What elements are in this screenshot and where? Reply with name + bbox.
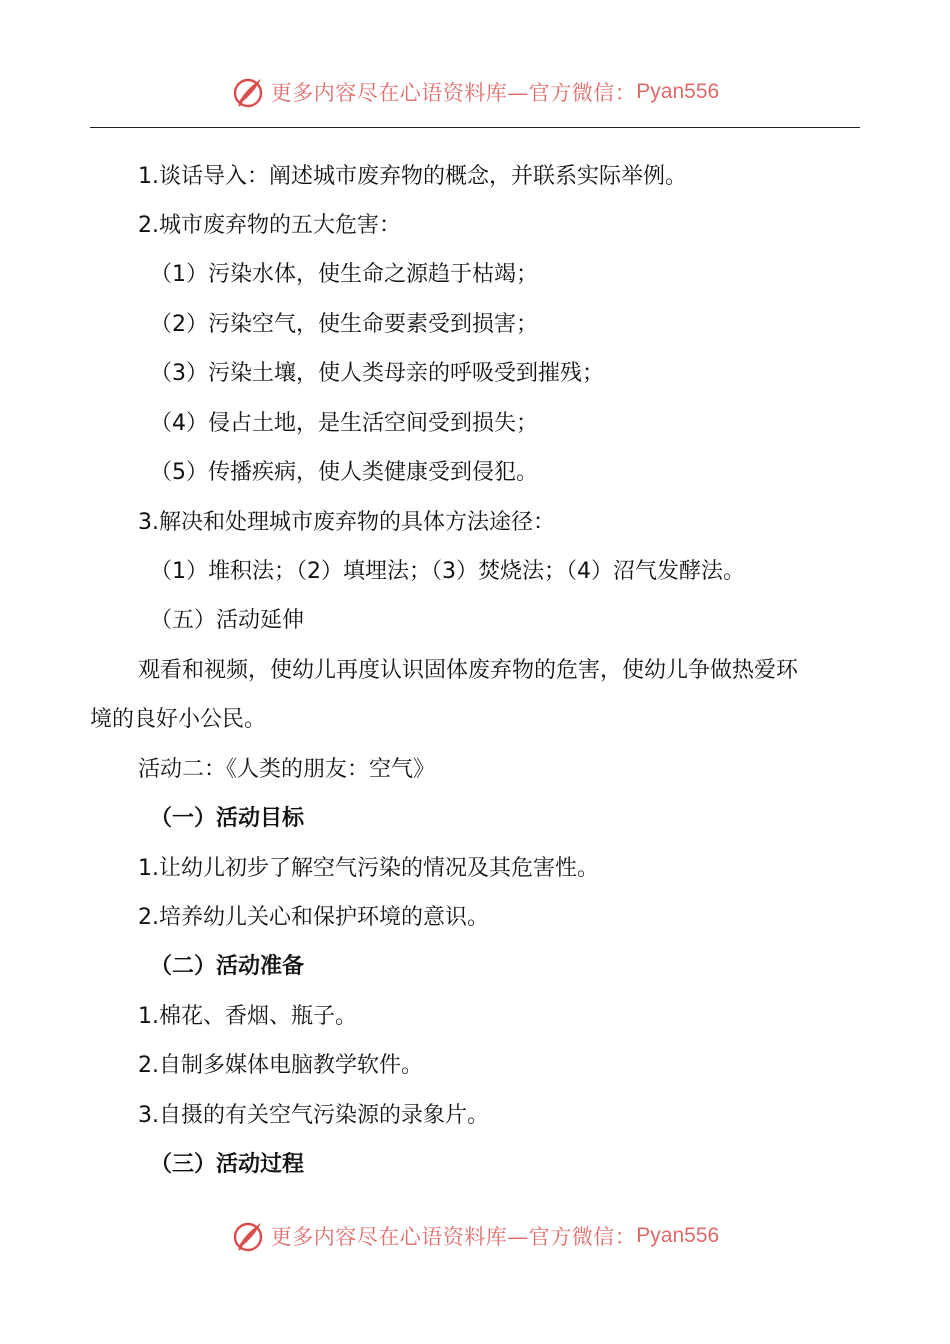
activity-title: 活动二：《人类的朋友：空气》 xyxy=(138,757,436,782)
footer-watermark-text: 更多内容尽在心语资料库—官方微信： xyxy=(270,1225,637,1249)
section-heading: （五）活动延伸 xyxy=(150,608,305,633)
header-divider xyxy=(90,127,860,128)
list-item: （4）侵占土地，是生活空间受到损失； xyxy=(150,411,538,436)
list-item: （1）堆积法；（2）填埋法；（3）焚烧法；（4）沼气发酵法。 xyxy=(150,559,745,584)
footer-banner xyxy=(0,1216,950,1256)
header-banner xyxy=(0,72,950,112)
text-line: 1.让幼儿初步了解空气污染的情况及其危害性。 xyxy=(138,856,599,881)
text-line: 3.解决和处理城市废弃物的具体方法途径： xyxy=(138,510,555,535)
quill-pen-logo-icon xyxy=(231,1219,265,1253)
text-line: 1.棉花、香烟、瓶子。 xyxy=(138,1004,357,1029)
section-heading: （二）活动准备 xyxy=(150,954,305,979)
quill-pen-logo-icon xyxy=(231,75,265,109)
list-item: （3）污染土壤，使人类母亲的呼吸受到摧残； xyxy=(150,361,604,386)
text-line: 2.培养幼儿关心和保护环境的意识。 xyxy=(138,905,489,930)
section-heading: （一）活动目标 xyxy=(150,806,305,831)
section-heading: （三）活动过程 xyxy=(150,1152,305,1177)
text-line: 2.自制多媒体电脑教学软件。 xyxy=(138,1053,423,1078)
text-line: 2.城市废弃物的五大危害： xyxy=(138,213,401,238)
list-item: （1）污染水体，使生命之源趋于枯竭； xyxy=(150,262,538,287)
text-line: 3.自摄的有关空气污染源的录象片。 xyxy=(138,1103,489,1128)
paragraph-line: 观看和视频，使幼儿再度认识固体废弃物的危害，使幼儿争做热爱环 xyxy=(138,658,799,683)
list-item: （2）污染空气，使生命要素受到损害； xyxy=(150,312,538,337)
list-item: （5）传播疾病，使人类健康受到侵犯。 xyxy=(150,460,538,485)
text-line: 1.谈话导入：阐述城市废弃物的概念，并联系实际举例。 xyxy=(138,164,687,189)
header-watermark-text: 更多内容尽在心语资料库—官方微信： xyxy=(270,81,637,105)
header-wechat-id: Pyan556 xyxy=(636,80,720,103)
paragraph-line: 境的良好小公民。 xyxy=(90,707,267,732)
footer-wechat-id: Pyan556 xyxy=(636,1224,720,1247)
